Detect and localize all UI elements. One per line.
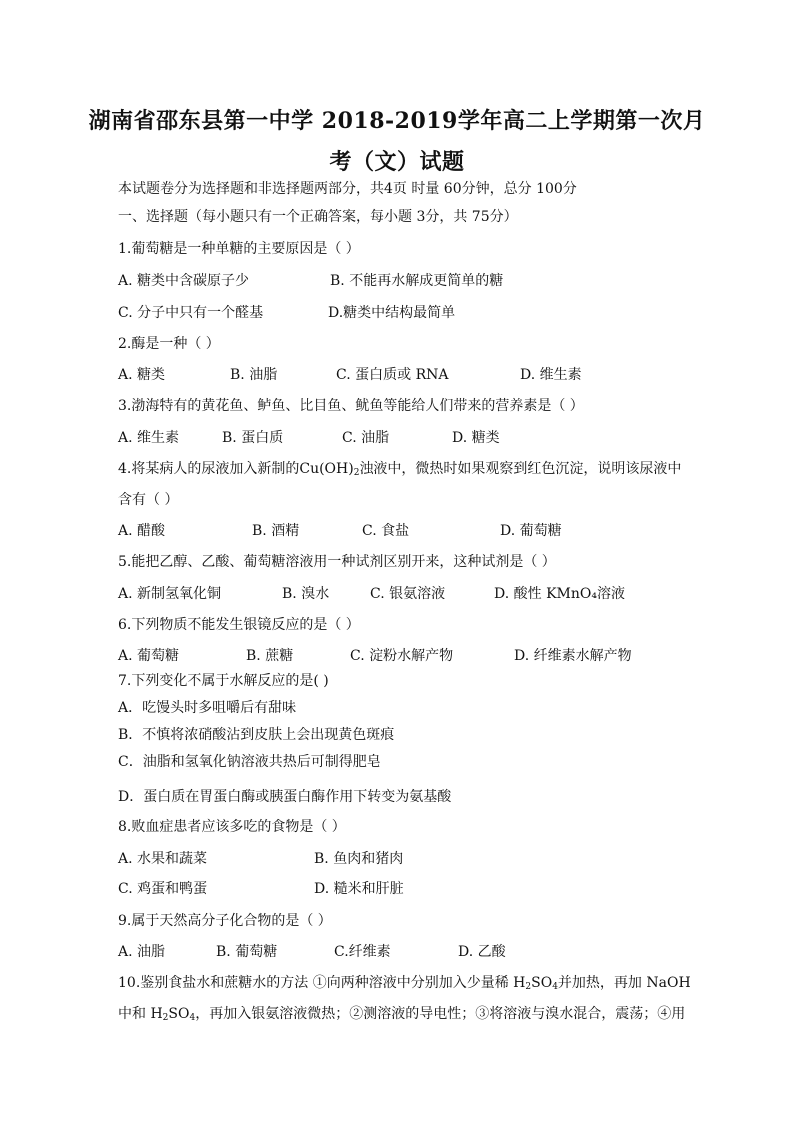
q10-l1-sub2: 4 xyxy=(552,982,558,992)
question-2-option-d: D. 维生素 xyxy=(520,367,582,383)
question-3-option-d: D. 糖类 xyxy=(452,430,500,446)
question-2-option-b: B. 油脂 xyxy=(230,367,278,383)
question-9-stem: 9.属于天然高分子化合物的是（ ） xyxy=(118,913,332,929)
question-4-option-b: B. 酒精 xyxy=(252,523,300,539)
section-heading: 一、选择题（每小题只有一个正确答案，每小题 3分，共 75分） xyxy=(118,209,518,225)
q10-l1-part2: SO xyxy=(531,975,553,991)
question-1-option-c: C. 分子中只有一个醛基 xyxy=(118,305,264,321)
exam-intro: 本试题卷分为选择题和非选择题两部分，共4页 时量 60分钟，总分 100分 xyxy=(118,181,577,197)
question-4-stem-part2: 浊液中，微热时如果观察到红色沉淀，说明该尿液中 xyxy=(359,461,682,477)
question-4-stem-subscript: 2 xyxy=(353,468,360,478)
question-10-stem-line2 xyxy=(118,1005,685,1023)
question-4-option-d: D. 葡萄糖 xyxy=(500,523,562,539)
question-7-option-c: C．油脂和氢氧化钠溶液共热后可制得肥皂 xyxy=(118,754,381,770)
question-9-option-d: D. 乙酸 xyxy=(458,944,506,960)
question-1-stem: 1.葡萄糖是一种单糖的主要原因是（ ） xyxy=(118,241,360,257)
question-8-option-c: C. 鸡蛋和鸭蛋 xyxy=(118,881,208,897)
q10-l1-part1: 10.鉴别食盐水和蔗糖水的方法 ①向两种溶液中分别加入少量稀 H xyxy=(118,975,526,991)
question-2-option-a: A. 糖类 xyxy=(118,367,166,383)
q10-l2-part2: SO xyxy=(168,1006,190,1022)
question-9-option-a: A. 油脂 xyxy=(118,944,166,960)
question-5-stem: 5.能把乙醇、乙酸、葡萄糖溶液用一种试剂区别开来，这种试剂是（ ） xyxy=(118,554,556,570)
exam-title-line2: 考（文）试题 xyxy=(329,149,465,175)
question-1-option-d: D.糖类中结构最简单 xyxy=(328,305,456,321)
question-2-stem: 2.酶是一种（ ） xyxy=(118,336,220,352)
question-3-option-b: B. 蛋白质 xyxy=(222,430,284,446)
question-3-stem: 3.渤海特有的黄花鱼、鲈鱼、比目鱼、鱿鱼等能给人们带来的营养素是（ ） xyxy=(118,398,584,414)
q10-l2-sub1: 2 xyxy=(162,1013,169,1023)
question-6-option-b: B. 蔗糖 xyxy=(246,648,294,664)
question-5-option-c: C. 银氨溶液 xyxy=(370,586,446,602)
q10-l2-part3: ，再加入银氨溶液微热；②测溶液的导电性；③将溶液与溴水混合，震荡；④用 xyxy=(195,1006,686,1022)
question-7-option-d: D．蛋白质在胃蛋白酶或胰蛋白酶作用下转变为氨基酸 xyxy=(118,789,452,805)
q10-l2-part1: 中和 H xyxy=(118,1006,163,1022)
q10-l1-part3: 并加热，再加 NaOH xyxy=(557,975,691,991)
question-6-option-a: A. 葡萄糖 xyxy=(118,648,180,664)
question-7-option-a: A．吃馒头时多咀嚼后有甜味 xyxy=(118,700,297,716)
question-4-stem-continued: 含有（ ） xyxy=(118,492,179,508)
question-9-option-b: B. 葡萄糖 xyxy=(216,944,278,960)
question-4-option-c: C. 食盐 xyxy=(362,523,410,539)
q10-l1-sub1: 2 xyxy=(525,982,532,992)
question-5-option-b: B. 溴水 xyxy=(282,586,330,602)
exam-title-line1: 湖南省邵东县第一中学 2018-2019学年高二上学期第一次月 xyxy=(88,108,706,134)
question-6-option-d: D. 纤维素水解产物 xyxy=(514,648,632,664)
question-6-option-c: C. 淀粉水解产物 xyxy=(350,648,454,664)
question-2-option-c: C. 蛋白质或 RNA xyxy=(336,367,449,383)
question-4-stem xyxy=(118,460,681,478)
question-3-option-a: A. 维生素 xyxy=(118,430,180,446)
question-7-stem: 7.下列变化不属于水解反应的是( ) xyxy=(118,673,329,689)
question-8-option-a: A. 水果和蔬菜 xyxy=(118,851,208,867)
question-8-option-d: D. 糙米和肝脏 xyxy=(314,881,404,897)
question-6-stem: 6.下列物质不能发生银镜反应的是（ ） xyxy=(118,617,360,633)
question-5-option-d: D. 酸性 KMnO₄溶液 xyxy=(494,586,625,602)
question-1-option-b: B. 不能再水解成更简单的糖 xyxy=(330,273,504,289)
question-8-stem: 8.败血症患者应该多吃的食物是（ ） xyxy=(118,819,346,835)
question-8-option-b: B. 鱼肉和猪肉 xyxy=(314,851,404,867)
q10-l2-sub2: 4 xyxy=(189,1013,196,1023)
question-4-option-a: A. 醋酸 xyxy=(118,523,166,539)
question-4-stem-part1: 4.将某病人的尿液加入新制的Cu(OH) xyxy=(118,461,354,477)
question-10-stem-line1 xyxy=(118,974,691,992)
question-1-option-a: A. 糖类中含碳原子少 xyxy=(118,273,250,289)
question-5-option-a: A. 新制氢氧化铜 xyxy=(118,586,222,602)
question-7-option-b: B．不慎将浓硝酸沾到皮肤上会出现黄色斑痕 xyxy=(118,727,395,743)
question-3-option-c: C. 油脂 xyxy=(342,430,390,446)
question-9-option-c: C.纤维素 xyxy=(334,944,391,960)
